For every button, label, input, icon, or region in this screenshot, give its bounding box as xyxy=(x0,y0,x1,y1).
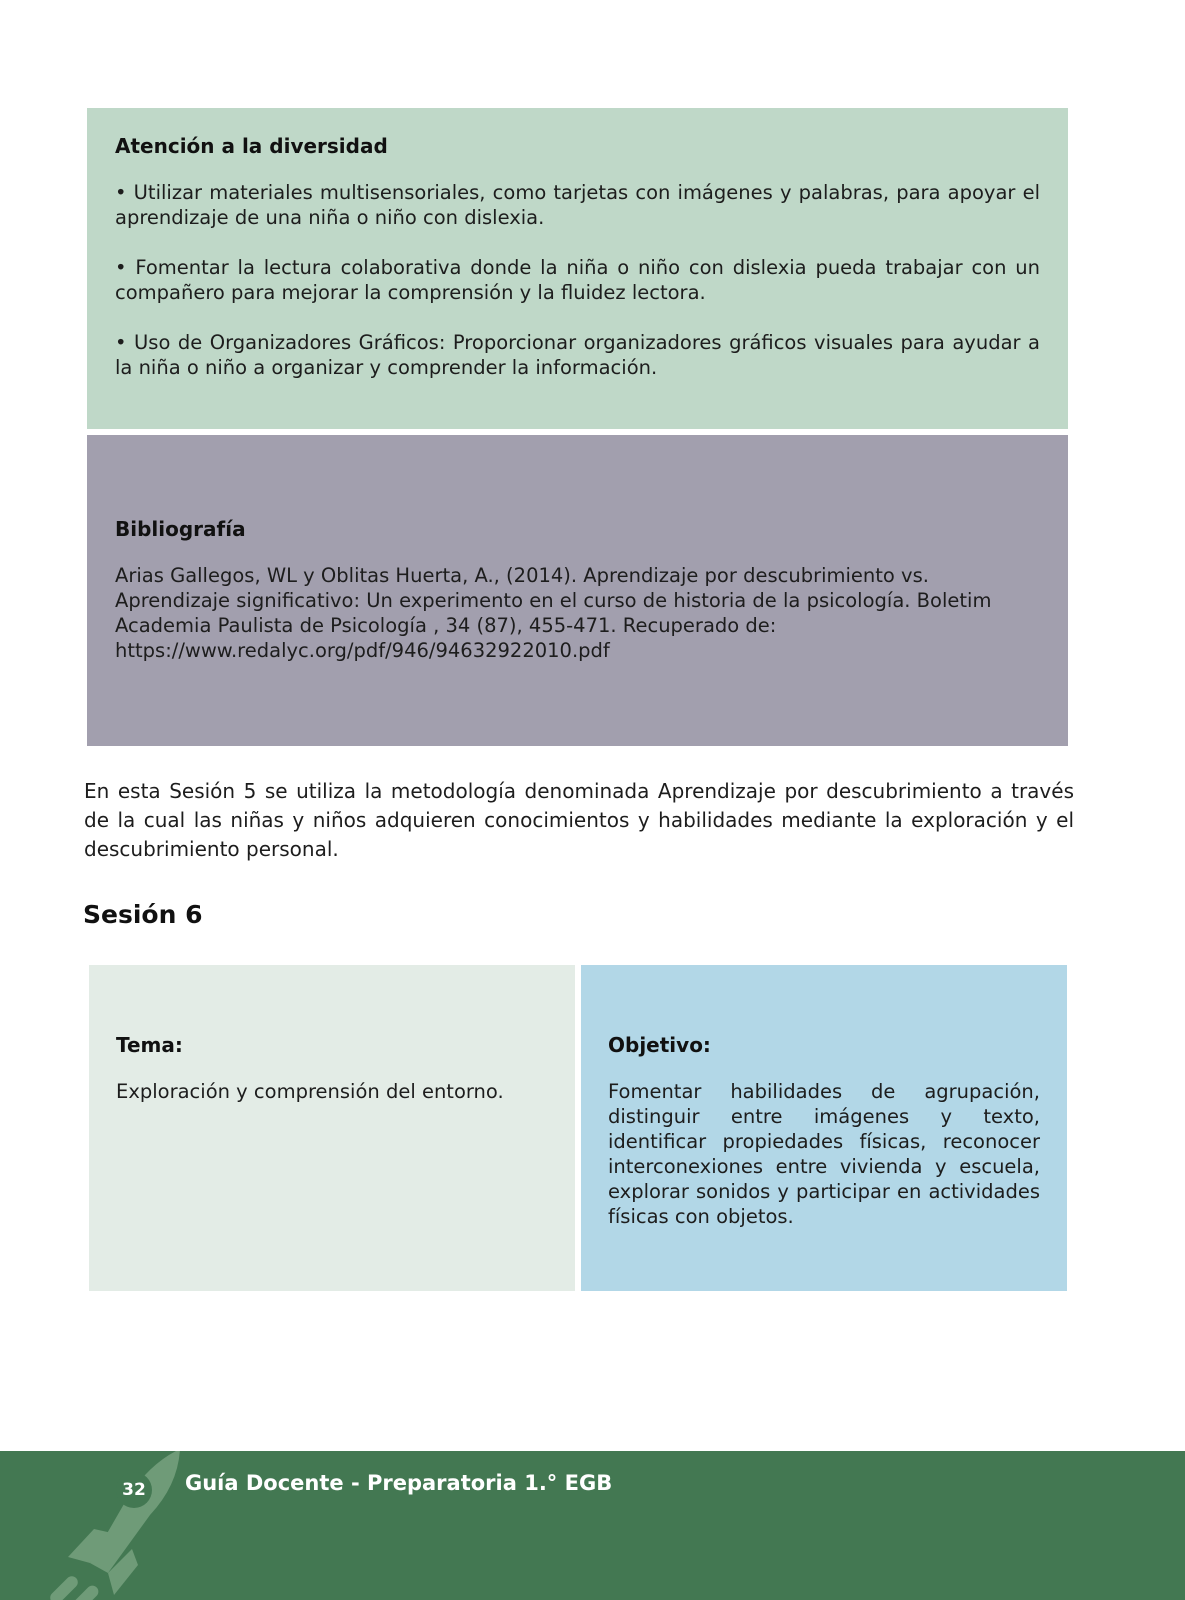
bibliography-box xyxy=(87,435,1068,746)
tema-box xyxy=(89,965,575,1291)
bibliography-title: Bibliografía xyxy=(115,517,246,541)
intro-paragraph: En esta Sesión 5 se utiliza la metodología denominada Aprendizaje por descubrimiento a través de la cual las niñas y niños adquieren conocimientos y habilidades mediante la exploración y el descubrimiento personal. xyxy=(84,779,1074,861)
diversity-title: Atención a la diversidad xyxy=(115,134,388,158)
diversity-item: • Fomentar la lectura colaborativa donde la niña o niño con dislexia pueda trabajar con un compañero para mejorar la comprensión y la fluidez lectora. xyxy=(115,256,1040,304)
intro-paragraph-block xyxy=(84,777,1074,864)
page-footer xyxy=(0,1451,1185,1600)
objetivo-label: Objetivo: xyxy=(608,1033,711,1057)
objetivo-text: Fomentar habilidades de agrupación, distinguir entre imágenes y texto, identificar propiedades físicas, reconocer interconexiones entre vivienda y escuela, explorar sonidos y participar en actividades físicas con objetos. xyxy=(608,1080,1040,1228)
bibliography-reference: Arias Gallegos, WL y Oblitas Huerta, A., (2014). Aprendizaje por descubrimiento vs. Aprendizaje significativo: Un experimento en el curso de historia de la psicología. Boletim Academia Paulista de Psicología , 34 (87), 455-471. Recuperado de: https://www.redalyc.org/pdf/946/94632922010.pdf xyxy=(115,564,992,662)
diversity-item: • Utilizar materiales multisensoriales, como tarjetas con imágenes y palabras, para apoyar el aprendizaje de una niña o niño con dislexia. xyxy=(115,181,1040,229)
page-number: 32 xyxy=(116,1472,152,1508)
tema-text: Exploración y comprensión del entorno. xyxy=(116,1080,504,1103)
footer-title: Guía Docente - Preparatoria 1.° EGB xyxy=(185,1471,613,1495)
diversity-box xyxy=(87,108,1068,429)
rocket-icon xyxy=(50,1451,190,1600)
diversity-item: • Uso de Organizadores Gráficos: Proporcionar organizadores gráficos visuales para ayudar a la niña o niño a organizar y comprender la información. xyxy=(115,331,1040,379)
tema-label: Tema: xyxy=(116,1033,183,1057)
session-heading: Sesión 6 xyxy=(83,900,203,929)
objetivo-box xyxy=(581,965,1067,1291)
